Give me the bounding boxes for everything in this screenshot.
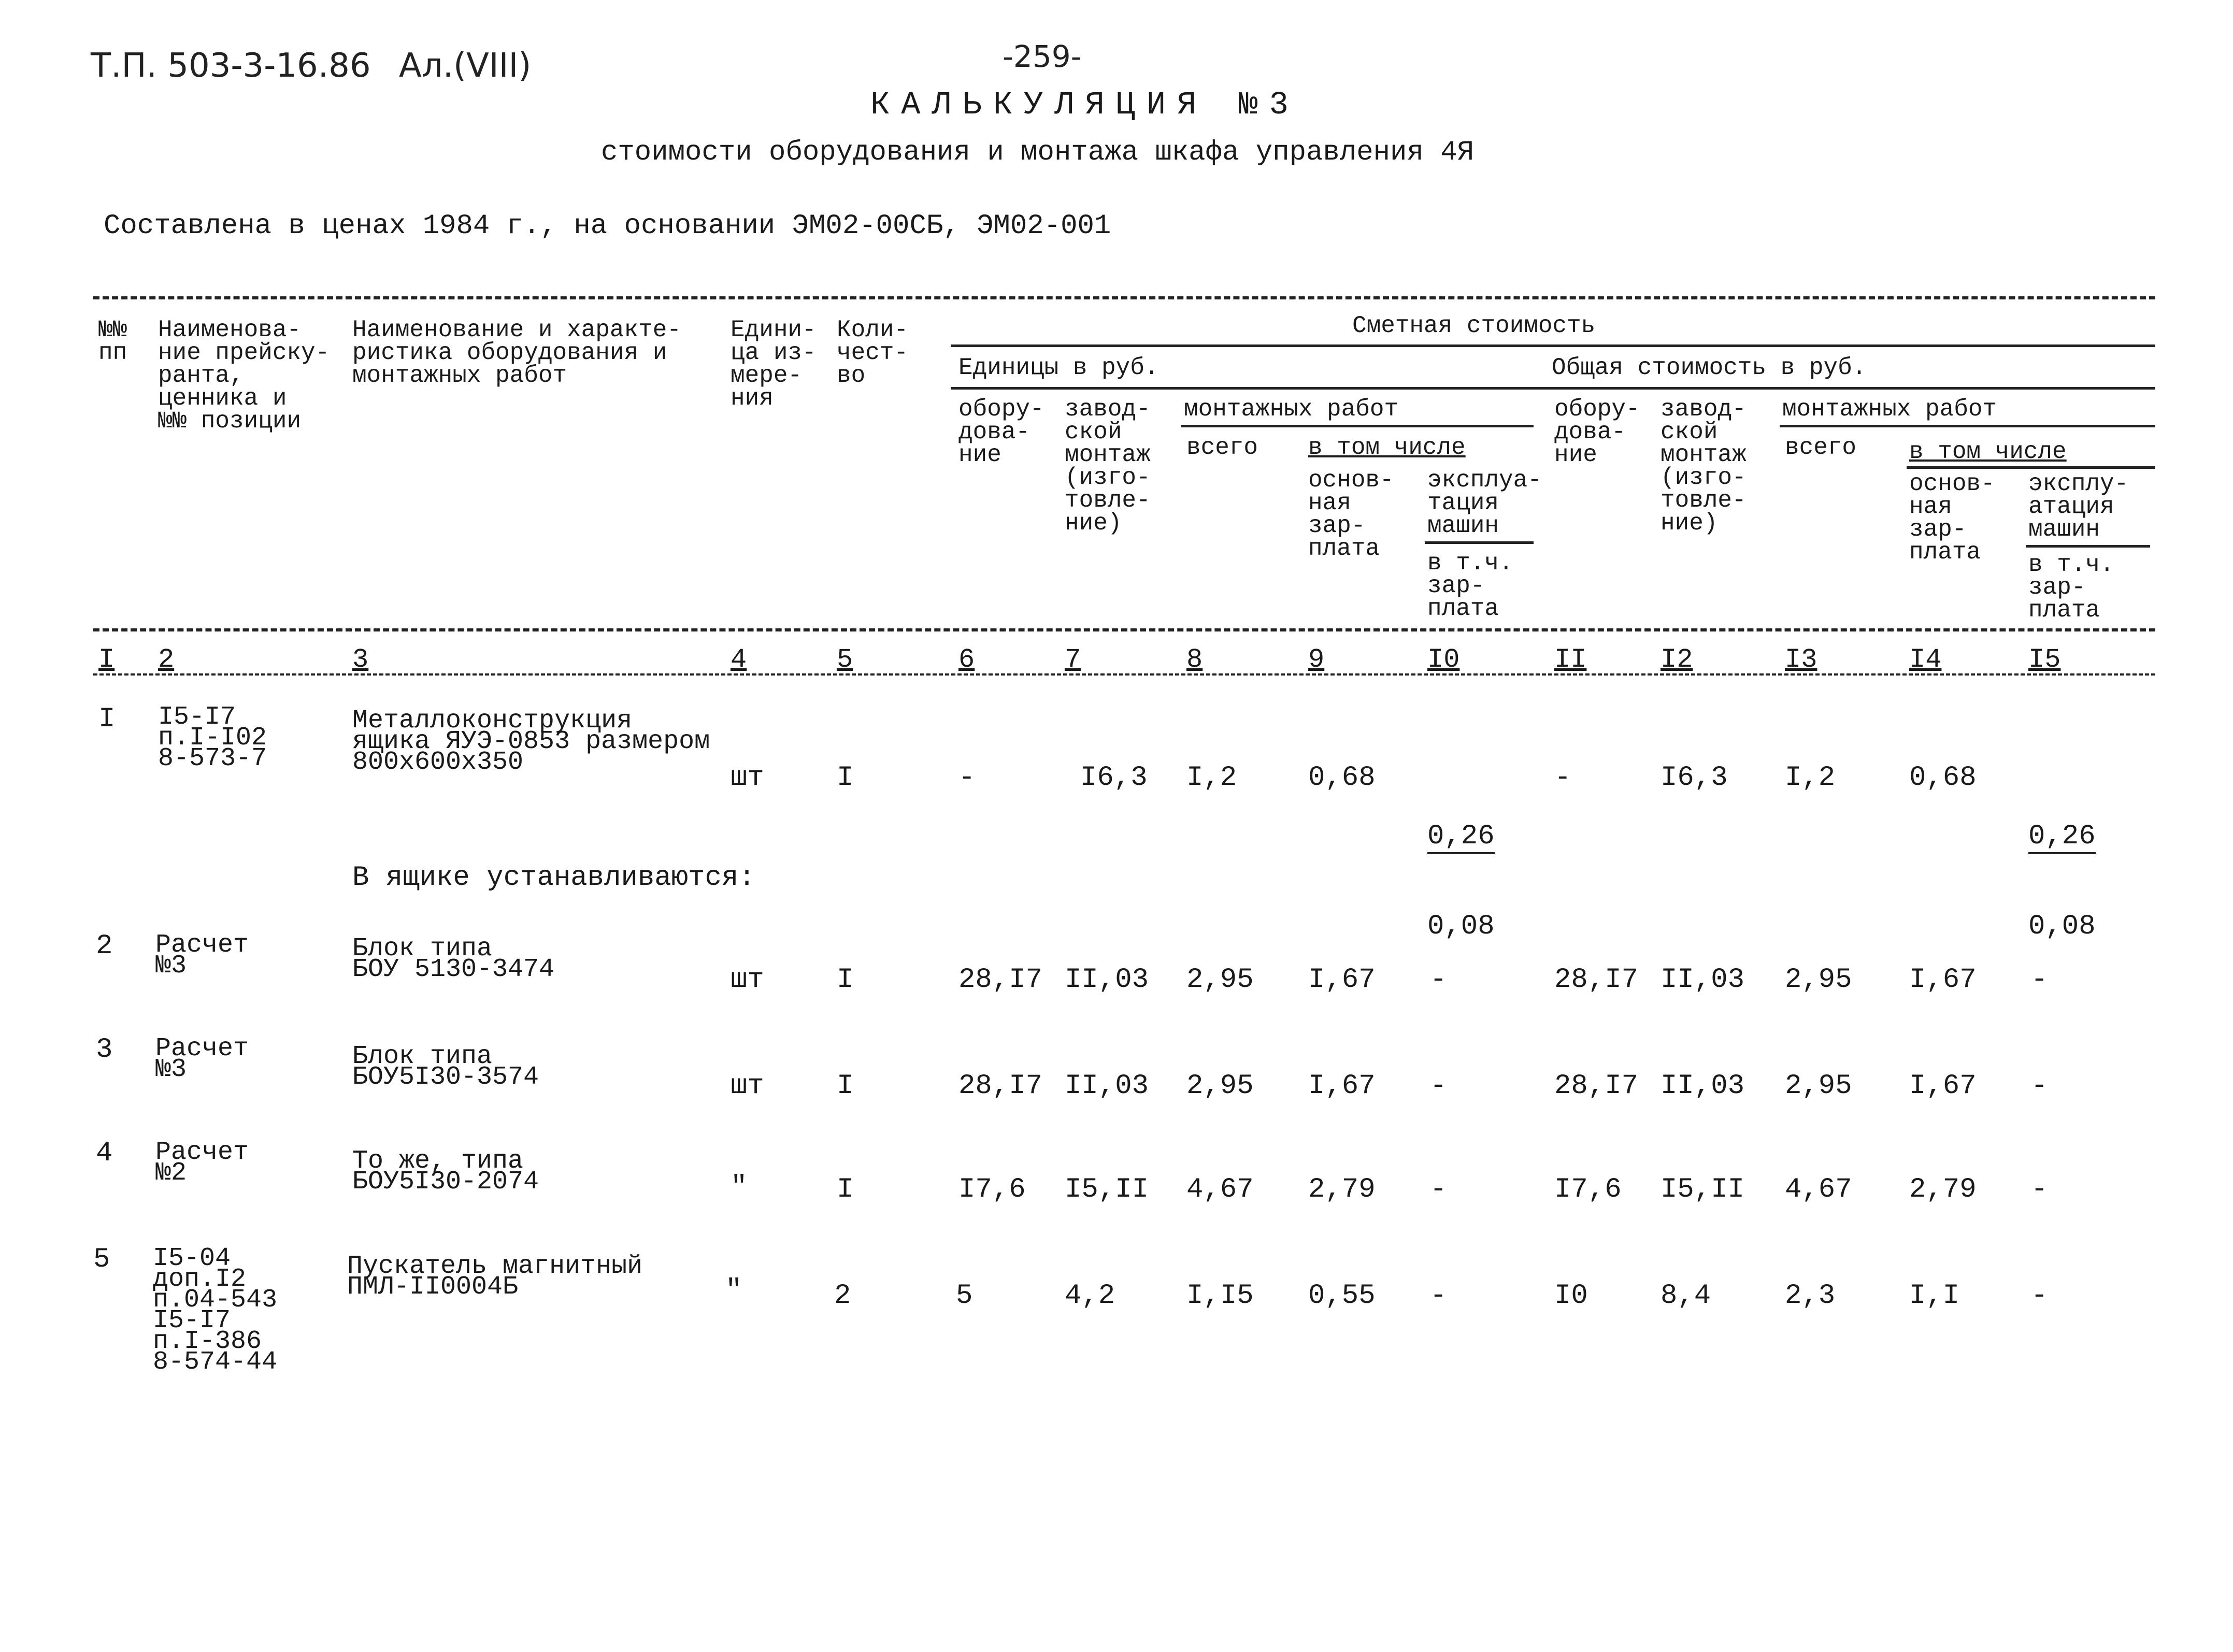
row-c8: 2,95 [1186, 964, 1254, 996]
col-header-equipment-total: обору- дова- ние [1554, 396, 1640, 468]
col-header-salary-total: основ- ная зар- плата [1909, 470, 1995, 566]
row-unit: шт [731, 762, 764, 794]
col-header-no: №№ пп [98, 317, 127, 366]
row-c6: 28,I7 [958, 964, 1043, 996]
row-c12: 8,4 [1661, 1280, 1711, 1312]
row-c10-bottom: 0,08 [1427, 911, 1495, 942]
doc-code: Т.П. 503-3-16.86 [91, 47, 371, 85]
col-header-quantity: Коли- чест- во [837, 317, 909, 389]
row-c6: I7,6 [958, 1174, 1026, 1205]
row-c6: 5 [956, 1280, 973, 1312]
col-header-salary-unit: основ- ная зар- плата [1308, 467, 1394, 562]
row-c14: I,67 [1909, 964, 1977, 996]
row-description: Блок типа БОУ5I30-3574 [352, 1042, 539, 1092]
page-number: -259- [1003, 39, 1082, 74]
col-header-incl-salary-unit: в т.ч. зар- плата [1427, 550, 1513, 622]
row-number: 2 [96, 930, 113, 962]
row-c7: I5,II [1065, 1174, 1149, 1205]
col-number: I3 [1785, 644, 1817, 675]
row-c9: I,67 [1308, 1070, 1376, 1102]
row-c15: - [2031, 1070, 2048, 1102]
row-c9: 0,55 [1308, 1280, 1376, 1312]
row-pricelist-ref: Расчет №3 [155, 930, 249, 981]
col-header-total-unit: всего [1186, 434, 1258, 461]
row-c9: I,67 [1308, 964, 1376, 996]
row-quantity: I [837, 1070, 854, 1102]
col-header-pricelist: Наименова- ние прейску- ранта, ценника и №№ позиции [158, 317, 330, 435]
col-header-total-price: Общая стоимость в руб. [1552, 354, 1867, 381]
col-header-incl-unit: в том числе [1308, 434, 1466, 461]
row-unit: " [725, 1275, 742, 1306]
row-c13: 2,95 [1785, 964, 1852, 996]
row-c10: - [1430, 1280, 1447, 1312]
col-header-total-total: всего [1785, 434, 1857, 461]
row-c6: 28,I7 [958, 1070, 1043, 1102]
section-note: В ящике устанавливаются: [352, 862, 755, 894]
col-number: II [1554, 644, 1587, 675]
col-header-machines-total: эксплу- атация машин [2028, 470, 2129, 543]
col-header-unit: Едини- ца из- мере- ния [731, 317, 817, 412]
row-pricelist-ref: Расчет №2 [155, 1138, 249, 1188]
col-header-factory-unit: завод- ской монтаж (изго- товле- ние) [1065, 396, 1151, 537]
row-c7: II,03 [1065, 964, 1149, 996]
document-subtitle: стоимости оборудования и монтажа шкафа управления 4Я [601, 137, 1475, 168]
row-c14: I,67 [1909, 1070, 1977, 1102]
col-header-incl-salary-total: в т.ч. зар- плата [2028, 551, 2114, 624]
col-header-unit-price: Единицы в руб. [958, 354, 1159, 381]
row-c9: 0,68 [1308, 762, 1376, 794]
incl-total-rule [1907, 466, 2155, 469]
col-header-incl-total: в том числе [1909, 438, 2067, 465]
row-c10: - [1430, 1174, 1447, 1205]
row-description: Блок типа БОУ 5130-3474 [352, 934, 555, 984]
col-number: I2 [1661, 644, 1693, 675]
machines-total-rule [2026, 545, 2150, 548]
row-quantity: I [837, 762, 854, 794]
row-pricelist-ref: I5-I7 п.I-I02 8-573-7 [158, 702, 267, 773]
col-header-factory-total: завод- ской монтаж (изго- товле- ние) [1661, 396, 1747, 537]
col-number: 8 [1186, 644, 1203, 675]
col-number: I5 [2028, 644, 2061, 675]
row-c12: II,03 [1661, 964, 1745, 996]
row-c10-top: 0,26 [1427, 822, 1495, 854]
row-c13: 2,95 [1785, 1070, 1852, 1102]
header-bottom-rule [93, 628, 2155, 631]
row-c7: I6,3 [1080, 762, 1148, 794]
estimate-rule [951, 344, 2155, 347]
group-rule [951, 387, 2155, 390]
document-title: КАЛЬКУЛЯЦИЯ №3 [870, 87, 1300, 123]
col-number: 6 [958, 644, 975, 675]
row-unit: шт [731, 1070, 764, 1102]
col-number: I0 [1427, 644, 1460, 675]
row-c15: - [2031, 964, 2048, 996]
col-header-estimate: Сметная стоимость [1352, 312, 1596, 339]
row-c14: I,I [1909, 1280, 1960, 1312]
row-quantity: I [837, 964, 854, 996]
row-c8: 2,95 [1186, 1070, 1254, 1102]
row-c15-top: 0,26 [2028, 822, 2096, 854]
row-c10: - [1430, 964, 1447, 996]
row-c11: I0 [1554, 1280, 1588, 1312]
row-c13: 2,3 [1785, 1280, 1836, 1312]
row-pricelist-ref: Расчет №3 [155, 1034, 249, 1084]
row-quantity: 2 [834, 1280, 851, 1312]
row-c8: 4,67 [1186, 1174, 1254, 1205]
row-c11: I7,6 [1554, 1174, 1622, 1205]
row-c13: I,2 [1785, 762, 1836, 794]
col-number: 2 [158, 644, 175, 675]
album-number: Ал.(VIII) [399, 47, 532, 85]
row-c7: II,03 [1065, 1070, 1149, 1102]
row-c8: I,2 [1186, 762, 1237, 794]
row-unit: шт [731, 964, 764, 996]
row-c6: - [958, 762, 976, 794]
row-description: Металлоконструкция ящика ЯУЭ-0853 размером 800х600х350 [352, 706, 710, 777]
row-c11: 28,I7 [1554, 964, 1639, 996]
row-c9: 2,79 [1308, 1174, 1376, 1205]
col-number: I4 [1909, 644, 1942, 675]
col-number: I [98, 644, 115, 675]
col-number: 7 [1065, 644, 1081, 675]
number-row-rule [93, 673, 2155, 676]
row-c11: 28,I7 [1554, 1070, 1639, 1102]
row-number: 4 [96, 1138, 113, 1169]
col-header-mounting-unit: монтажных работ [1184, 396, 1399, 423]
row-c14: 0,68 [1909, 762, 1977, 794]
row-number: 5 [93, 1244, 110, 1275]
mounting-unit-rule [1181, 425, 1534, 427]
row-c12: I5,II [1661, 1174, 1745, 1205]
row-c14: 2,79 [1909, 1174, 1977, 1205]
price-basis: Составлена в ценах 1984 г., на основании ЭМ02-00СБ, ЭМ02-001 [104, 210, 1111, 242]
col-header-description: Наименование и характе- ристика оборудования и монтажных работ [352, 317, 681, 389]
col-header-mounting-total: монтажных работ [1782, 396, 1997, 423]
row-c12: II,03 [1661, 1070, 1745, 1102]
row-c15: - [2031, 1174, 2048, 1205]
col-number: 9 [1308, 644, 1325, 675]
col-number: 4 [731, 644, 747, 675]
row-c15: - [2031, 1280, 2048, 1312]
row-c11: - [1554, 762, 1571, 794]
machines-unit-rule [1425, 541, 1534, 544]
row-c13: 4,67 [1785, 1174, 1852, 1205]
row-c8: I,I5 [1186, 1280, 1254, 1312]
row-description: Пускатель магнитный ПМЛ-II0004Б [347, 1252, 643, 1302]
col-number: 3 [352, 644, 369, 675]
row-description: То же, типа БОУ5I30-2074 [352, 1146, 539, 1197]
row-unit: " [731, 1171, 748, 1203]
col-number: 5 [837, 644, 853, 675]
row-number: 3 [96, 1034, 113, 1066]
row-quantity: I [837, 1174, 854, 1205]
row-number: I [98, 703, 116, 735]
row-c10: - [1430, 1070, 1447, 1102]
col-header-machines-unit: эксплуа- тация машин [1427, 467, 1542, 539]
row-pricelist-ref: I5-04 доп.I2 п.04-543 I5-I7 п.I-386 8-574-44 [153, 1244, 278, 1377]
header-top-rule [93, 296, 2155, 299]
col-header-equipment-unit: обору- дова- ние [958, 396, 1044, 468]
row-c12: I6,3 [1661, 762, 1728, 794]
row-c15-bottom: 0,08 [2028, 911, 2096, 942]
mounting-total-rule [1780, 425, 2155, 427]
row-c7: 4,2 [1065, 1280, 1115, 1312]
